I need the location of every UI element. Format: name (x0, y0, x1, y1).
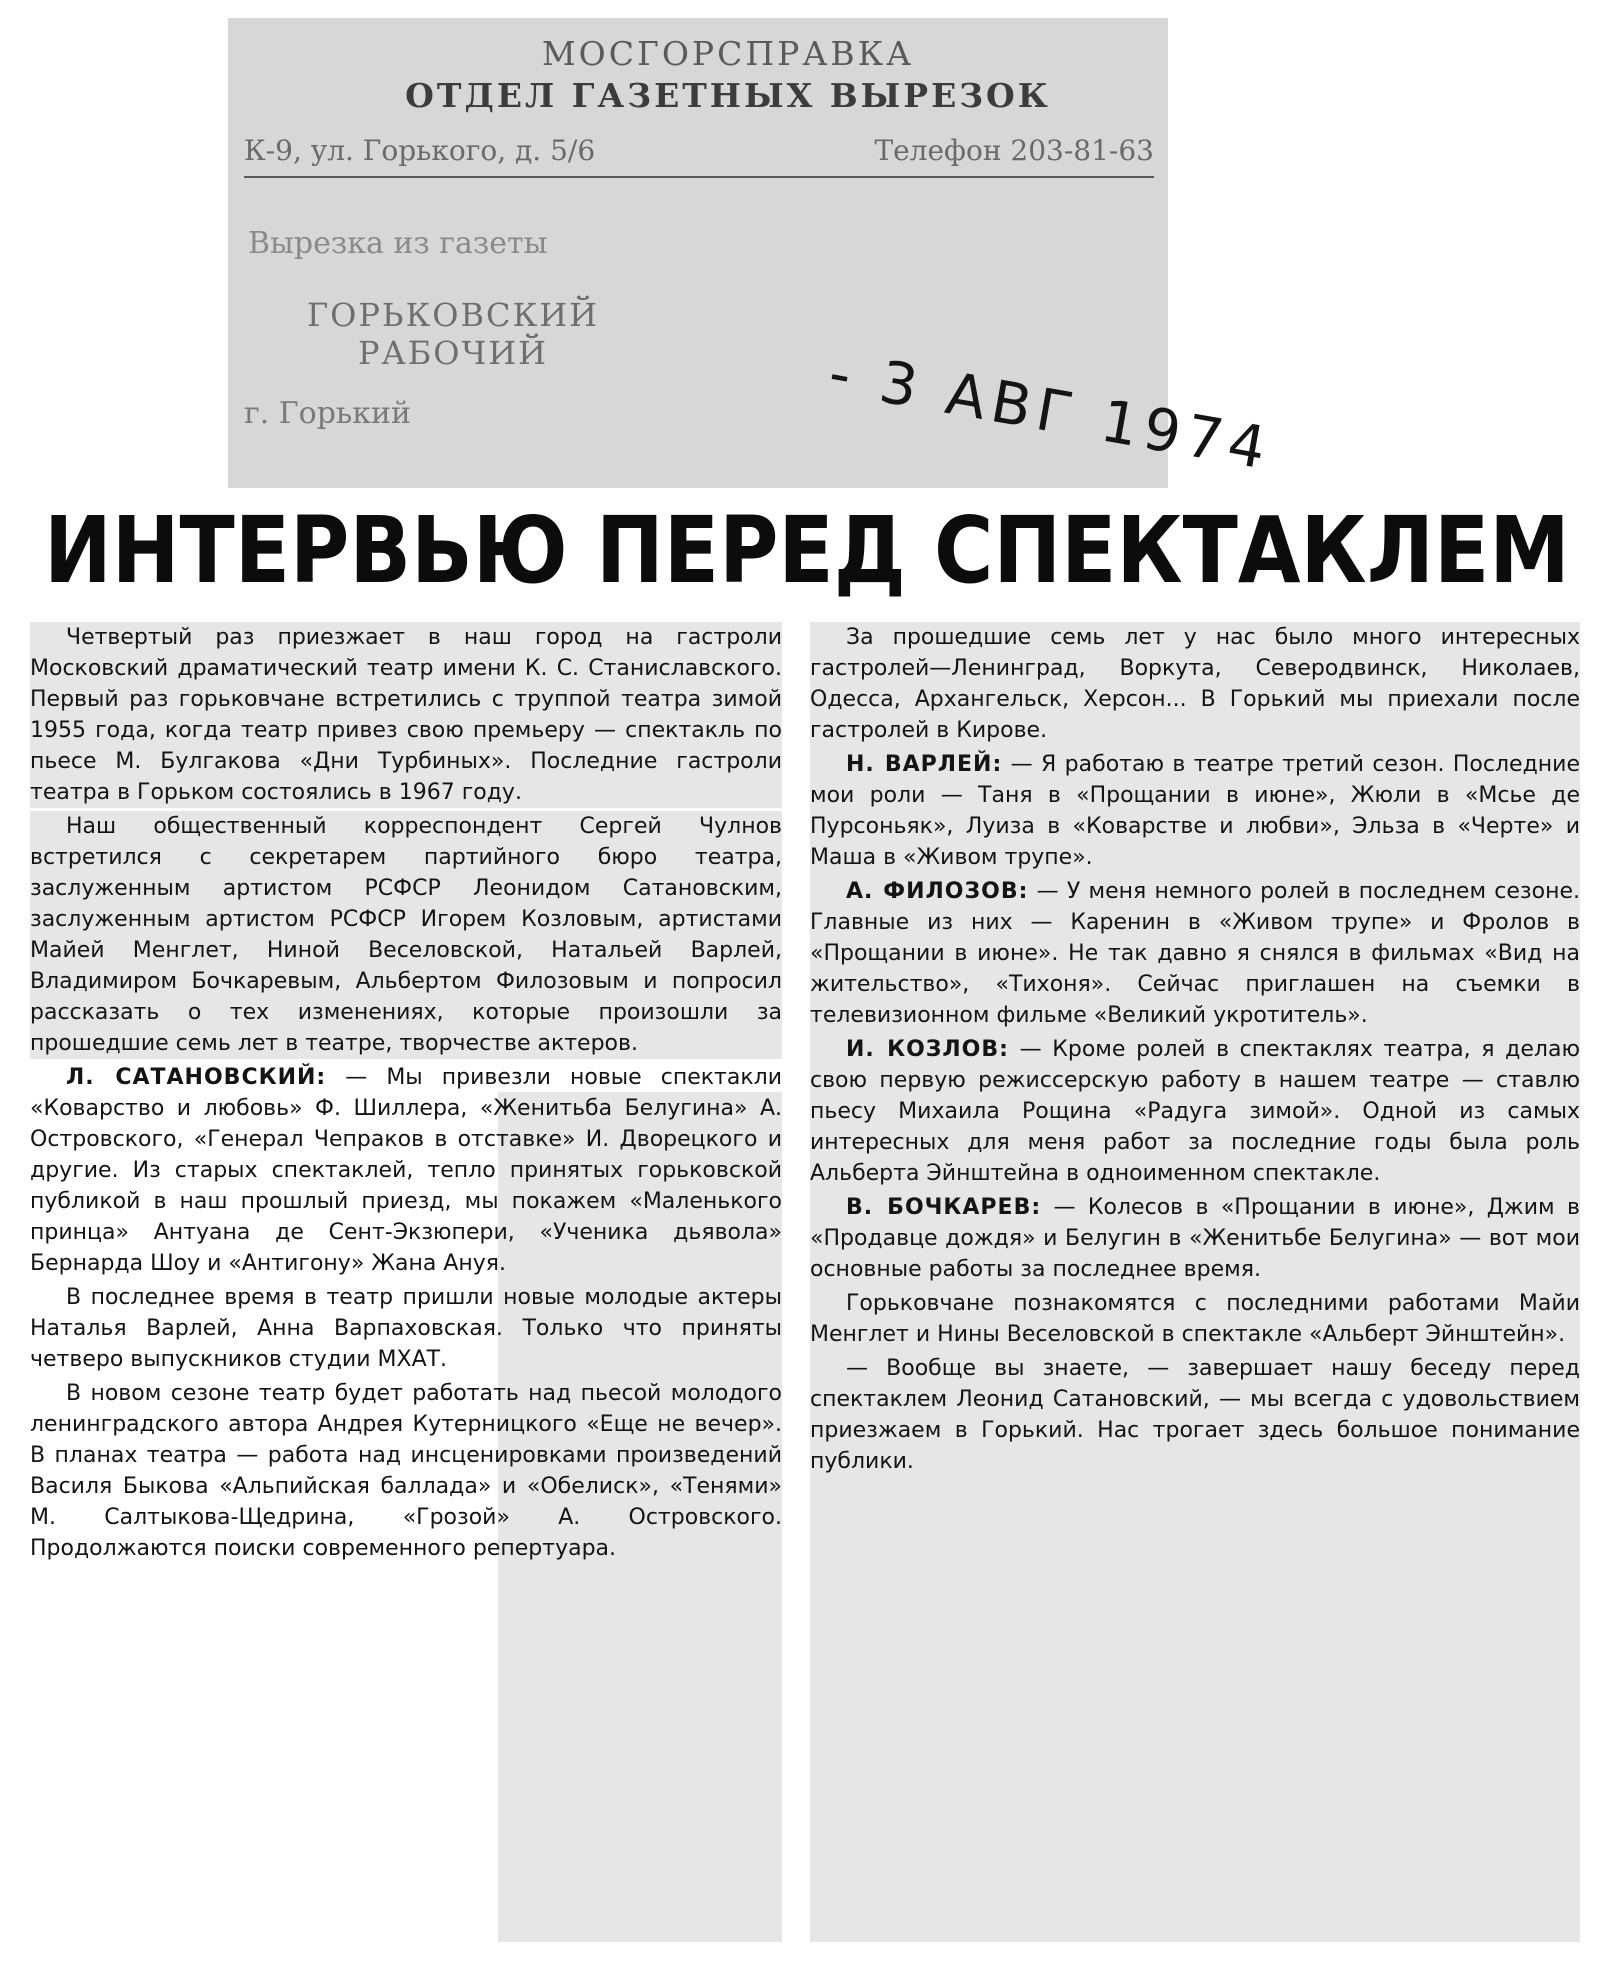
newspaper-name (298, 296, 608, 372)
paragraph (810, 622, 1580, 746)
paragraph (810, 876, 1580, 1031)
paragraph-text: — У меня немного ролей в последнем сезоне. Главные из них — Каренин в «Живом трупе» и Фролов в «Прощании в июне». Не так давно я снялся в фильмах «Вид на жительство», «Тихоня». Сейчас приглашен на съемки в телевизионном фильме «Великий укротитель». (810, 879, 1580, 1028)
department-name: ОТДЕЛ ГАЗЕТНЫХ ВЫРЕЗОК (405, 76, 1051, 115)
paragraph-text: В новом сезоне театр будет работать над пьесой молодого ленинградского автора Андрея Кутерницкого «Еще не вечер». В планах театра — работа над инсценировками произведений Василя Быкова «Альпийская баллада» и «Обелиск», «Тенями» М. Салтыкова-Щедрина, «Грозой» А. Островского. Продолжаются поиски современного репертуара. (30, 1381, 782, 1561)
paragraph (30, 811, 782, 1059)
speaker-name: В. БОЧКАРЕВ: (846, 1195, 1042, 1220)
paragraph (30, 622, 782, 808)
speaker-name: И. КОЗЛОВ: (846, 1037, 1009, 1062)
contact-row (244, 130, 1154, 178)
article-right-column (810, 622, 1580, 1942)
newspaper-name-line2: РАБОЧИЙ (357, 334, 549, 372)
speaker-name: Н. ВАРЛЕЙ: (846, 752, 1003, 777)
paragraph (810, 1034, 1580, 1189)
newspaper-name-line1: ГОРЬКОВСКИЙ (306, 296, 600, 334)
paragraph-text: За прошедшие семь лет у нас было много интересных гастролей—Ленинград, Воркута, Северодвинск, Николаев, Одесса, Архангельск, Херсон... В Горький мы приехали после гастролей в Кирове. (810, 625, 1580, 743)
clipping-label: Вырезка из газеты (248, 226, 548, 261)
date-stamp: - 3 АВГ 1974 (824, 338, 1277, 484)
paragraph-text: Горьковчане познакомятся с последними работами Майи Менглет и Нины Веселовской в спектакле «Альберт Эйнштейн». (810, 1291, 1580, 1347)
paragraph-text: — Вообще вы знаете, — завершает нашу беседу перед спектаклем Леонид Сатановский, — мы всегда с удовольствием приезжаем в Горький. Нас трогает здесь большое понимание публики. (810, 1356, 1580, 1474)
phone: Телефон 203-81-63 (874, 134, 1154, 167)
article-left-column (30, 622, 782, 1942)
paragraph-text: — Кроме ролей в спектаклях театра, я делаю свою первую режиссерскую работу в нашем театре — ставлю пьесу Михаила Рощина «Радуга зимой». Одной из самых интересных для меня работ за последние годы была роль Альберта Эйнштейна в одноименном спектакле. (810, 1037, 1580, 1186)
speaker-name: Л. САТАНОВСКИЙ: (66, 1065, 327, 1090)
paragraph-text: — Я работаю в театре третий сезон. Последние мои роли — Таня в «Прощании в июне», Жюли в «Мсье де Пурсоньяк», Луиза в «Коварстве и любви», Эльза в «Черте» и Маша в «Живом трупе». (810, 752, 1580, 870)
paragraph (810, 1288, 1580, 1350)
address: К-9, ул. Горького, д. 5/6 (244, 134, 596, 167)
speaker-name: А. ФИЛОЗОВ: (846, 879, 1029, 904)
paragraph (810, 1353, 1580, 1477)
paragraph-text: Наш общественный корреспондент Сергей Чулнов встретился с секретарем партийного бюро театра, заслуженным артистом РСФСР Леонидом Сатановским, заслуженным артистом РСФСР Игорем Козловым, артистами Майей Менглет, Ниной Веселовской, Натальей Варлей, Владимиром Бочкаревым, Альбертом Филозовым и попросил рассказать о тех изменениях, которые произошли за прошедшие семь лет в театре, творчестве актеров. (30, 814, 782, 1056)
article-title: ИНТЕРВЬЮ ПЕРЕД СПЕКТАКЛЕМ (44, 497, 1570, 604)
paragraph-text: — Мы привезли новые спектакли «Коварство и любовь» Ф. Шиллера, «Женитьба Белугина» А. Островского, «Генерал Чепраков в отставке» И. Дворецкого и другие. Из старых спектаклей, тепло принятых горьковской публикой в наш прошлый приезд, мы покажем «Маленького принца» Антуана де Сент-Экзюпери, «Ученика дьявола» Бернарда Шоу и «Антигону» Жана Ануя. (30, 1065, 782, 1276)
agency-name: МОСГОРСПРАВКА (541, 34, 915, 73)
city: г. Горький (244, 396, 411, 431)
paragraph-text: — Колесов в «Прощании в июне», Джим в «Продавце дождя» и Белугин в «Женитьбе Белугина» — вот мои основные работы за последнее время. (810, 1195, 1580, 1282)
paragraph-text: В последнее время в театр пришли новые молодые актеры Наталья Варлей, Анна Варпаховская. Только что приняты четверо выпускников студии МХАТ. (30, 1285, 782, 1372)
paragraph (30, 1062, 782, 1279)
paragraph (810, 749, 1580, 873)
paragraph (30, 1282, 782, 1375)
paragraph (30, 1378, 782, 1564)
paragraph-text: Четвертый раз приезжает в наш город на гастроли Московский драматический театр имени К. С. Станиславского. Первый раз горьковчане встретились с труппой театра зимой 1955 года, когда театр привез свою премьеру — спектакль по пьесе М. Булгакова «Дни Турбиных». Последние гастроли театра в Горьком состоялись в 1967 году. (30, 625, 782, 805)
paragraph (810, 1192, 1580, 1285)
